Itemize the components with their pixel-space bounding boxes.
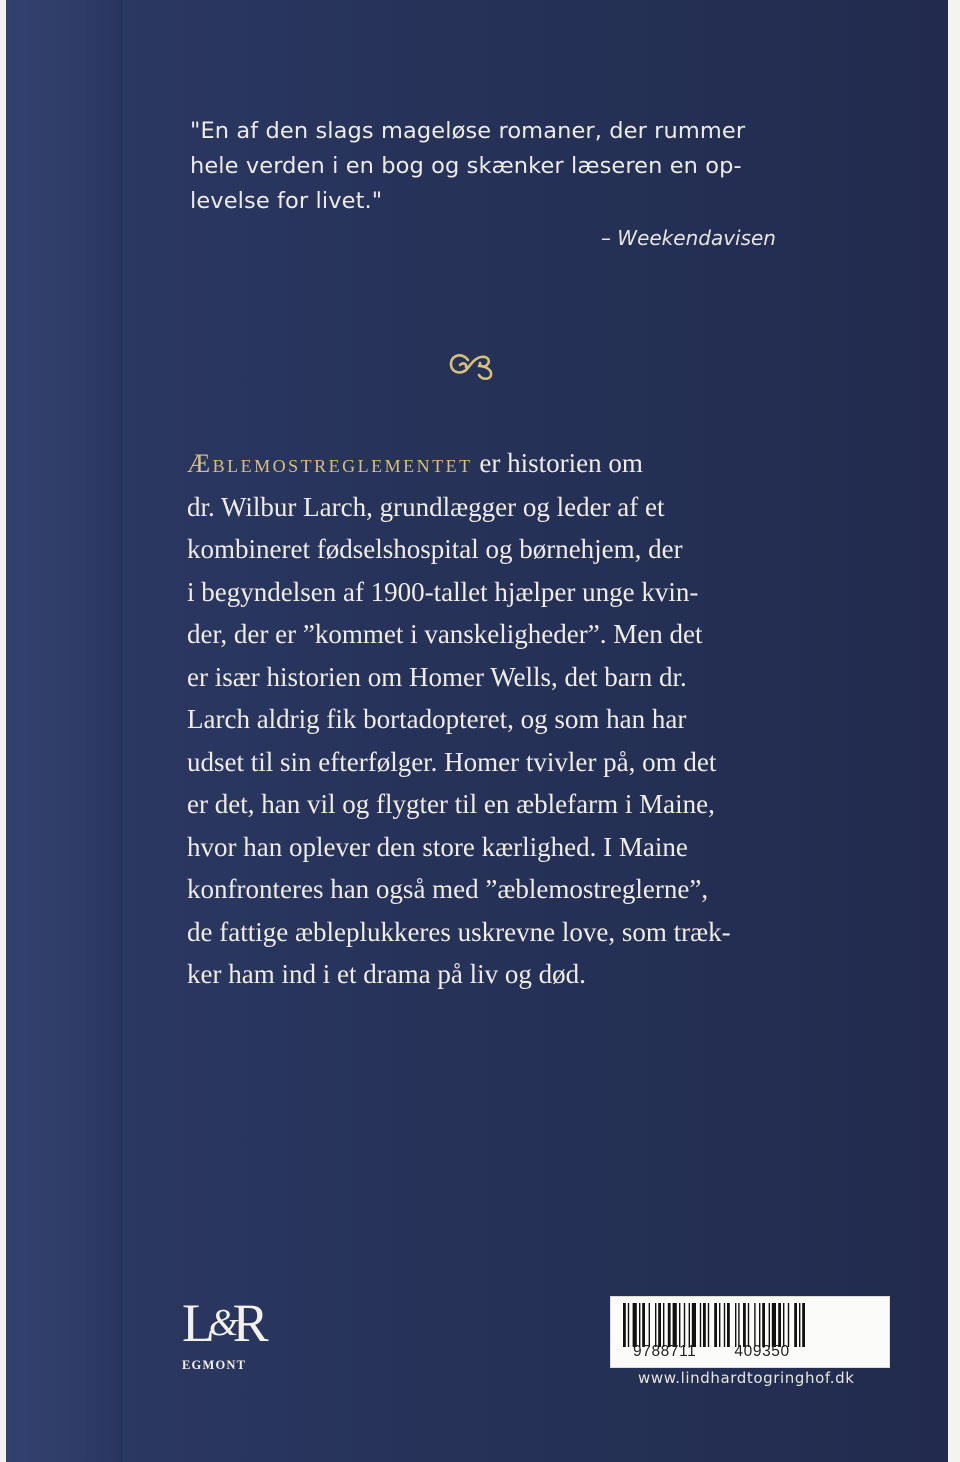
description-line: der, der er ”kommet i vanskeligheder”. Men det [187,619,703,649]
ornament-icon [446,348,500,382]
barcode-bar [743,1303,746,1347]
cover-fold [6,0,122,1462]
barcode-bar [727,1303,730,1347]
barcode-bar [724,1303,725,1347]
book-back-cover [6,0,948,1462]
press-quote [190,114,810,219]
barcode-bar [623,1303,626,1347]
quote-line: hele verden i en bog og skænker læseren en op- [190,153,742,179]
barcode-bar [703,1303,706,1347]
barcode-bar [668,1303,671,1347]
description-line: Larch aldrig fik bortadopteret, og som han har [187,704,687,734]
barcode-bar [633,1303,637,1347]
barcode-bar [708,1303,709,1347]
barcode-bar [769,1303,770,1347]
isbn-barcode [610,1296,890,1368]
description-line: i begyndelsen af 1900-tallet hjælper unge kvin- [187,576,699,607]
description-line: er især historien om Homer Wells, det barn dr. [187,661,687,692]
barcode-bars [623,1303,863,1347]
description-line: konfronteres han også med ”æblemostreglerne”, [187,874,709,904]
barcode-bar [673,1303,677,1347]
barcode-bar [738,1303,739,1347]
description-line: udset til sin efterfølger. Homer tvivler på, om det [187,746,717,777]
barcode-bar [689,1303,690,1347]
barcode-bar [772,1303,776,1347]
barcode-bar [684,1303,685,1347]
barcode-bar [628,1303,629,1347]
barcode-bar [639,1303,640,1347]
description-line: ker ham ind i et drama på liv og død. [187,959,586,989]
barcode-bar [748,1303,749,1347]
barcode-bar [649,1303,650,1347]
barcode-bar [714,1303,717,1347]
book-description [187,442,807,996]
description-line: de fattige æbleplukkeres uskrevne love, som træk- [187,916,731,947]
barcode-digits-right: 409350 [734,1343,790,1360]
publisher-logo-mark: L&R [182,1293,263,1353]
barcode-bar [778,1303,781,1347]
barcode-bar [663,1303,664,1347]
description-text: er historien om [472,448,643,478]
barcode-bar [679,1303,680,1347]
barcode-bar [642,1303,645,1347]
publisher-website: www.lindhardtogringhof.dk [638,1369,855,1387]
barcode-bar [700,1303,701,1347]
barcode-bar [655,1303,656,1347]
description-line: dr. Wilbur Larch, grundlægger og leder af et [187,491,665,522]
barcode-bar [658,1303,661,1347]
publisher-logo [182,1293,272,1376]
description-line [187,442,807,486]
barcode-bar [788,1303,789,1347]
barcode-bar [799,1303,800,1347]
description-line: hvor han oplever den store kærlighed. I Maine [187,831,688,862]
book-title: Æblemostreglementet [187,449,473,478]
barcode-bar [759,1303,760,1347]
barcode-bar [783,1303,784,1347]
barcode-bar [794,1303,797,1347]
quote-attribution: – Weekendavisen [600,226,776,250]
barcode-bar [802,1303,805,1347]
publisher-name: EGMONT [182,1358,247,1372]
barcode-digits [633,1343,790,1361]
description-line: kombineret fødselshospital og børnehjem, der [187,534,683,564]
quote-line: levelse for livet." [190,188,383,214]
description-line: er det, han vil og flygter til en æblefarm i Maine, [187,789,715,819]
barcode-bar [754,1303,755,1347]
barcode-bar [762,1303,765,1347]
barcode-bar [735,1303,736,1347]
quote-line: "En af den slags mageløse romaner, der rummer [190,118,746,144]
barcode-bar [692,1303,696,1347]
barcode-bar [719,1303,720,1347]
barcode-digits-left: 9788711 [633,1343,697,1360]
